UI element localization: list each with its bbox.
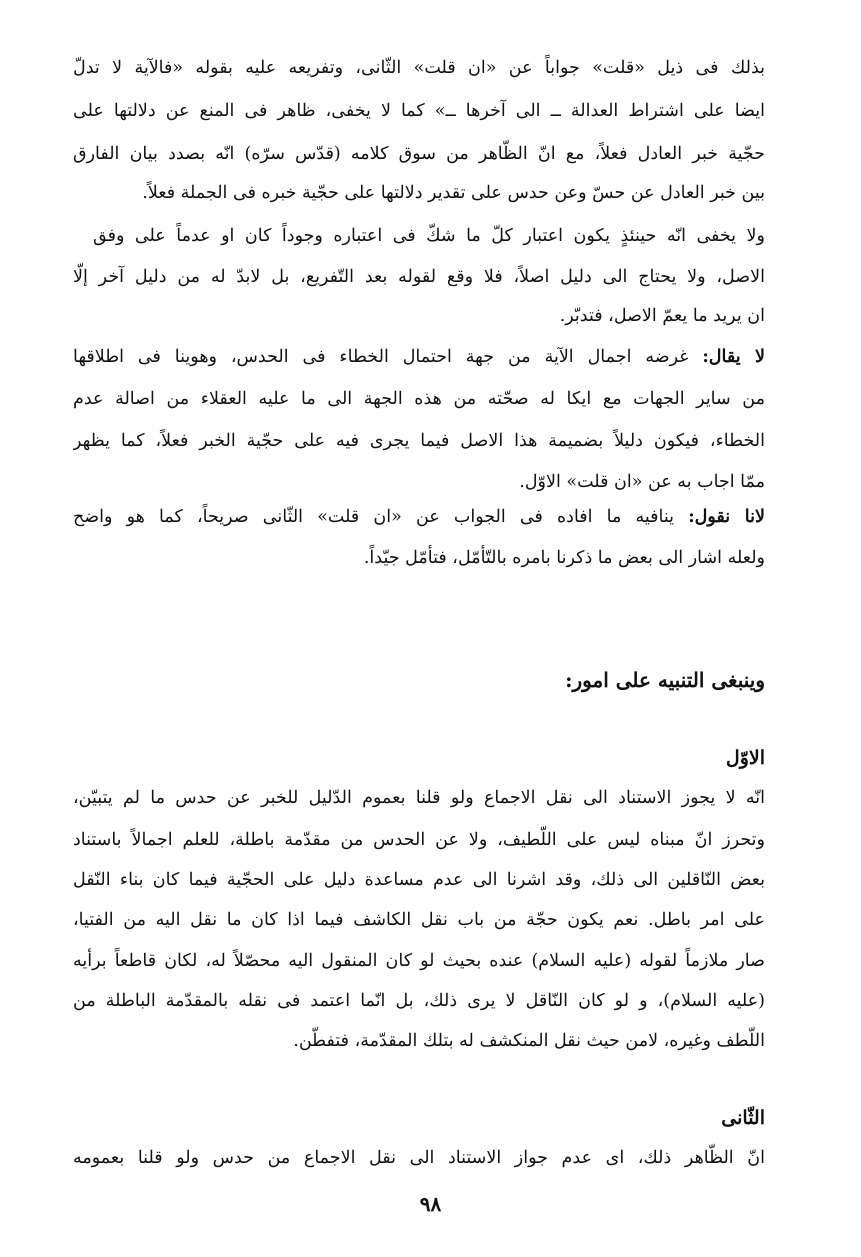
paragraph-text: غرضه اجمال الآية من جهة احتمال الخطاء فى الحدس، وهوينا فى اطلاقها [73, 347, 703, 367]
paragraph-line: انّه لا يجوز الاستناد الى نقل الاجماع ولو قلنا بعموم الدّليل للخبر عن حدس ما لم يتبيّن، [73, 788, 765, 808]
paragraph-line: من ساير الجهات مع ايكا له صحّته من هذه الجهة الى ما عليه العقلاء من اصالة عدم [73, 389, 765, 409]
subsection-title-first: الاوّل [725, 747, 765, 769]
paragraph-line: اللّطف وغيره، لامن حيث نقل المنكشف له بتلك المقدّمة، فتفطّن. [293, 1031, 765, 1051]
paragraph-line: الخطاء، فيكون دليلاً بضميمة هذا الاصل فيما يجرى فيه على حجّية الخبر فعلاً، كما يظهر [73, 431, 765, 451]
paragraph-line [73, 337, 765, 377]
paragraph-line: ولعله اشار الى بعض ما ذكرنا بامره بالتّأمّل، فتأمّل جيّداً. [363, 548, 765, 568]
paragraph-line: الاصل، ولا يحتاج الى دليل اصلاً، فلا وقع لقوله بعد التّفريع، بل لابدّ له من دليل آخر إلّا [73, 267, 765, 287]
paragraph-line: ممّا اجاب به عن «ان قلت» الاوّل. [519, 472, 765, 492]
paragraph-line: بين خبر العادل عن حسّ وعن حدس على تقدير دلالتها على حجّية خبره فى الجملة فعلاً. [142, 183, 765, 203]
paragraph-line: حجّية خبر العادل فعلاً، مع انّ الظّاهر من سوق كلامه (قدّس سرّه) انّه بصدد بيان الفارق [73, 144, 765, 164]
paragraph-line: ايضا على اشتراط العدالة ــ الى آخرها ــ» كما لا يخفى، ظاهر فى المنع عن دلالتها على [73, 101, 765, 121]
objection-lead: لا يقال: [702, 347, 765, 367]
subsection-title-second: الثّانى [721, 1107, 765, 1129]
paragraph-line: ان يريد ما يعمّ الاصل، فتدبّر. [559, 306, 765, 326]
paragraph-line: ولا يخفى انّه حينئذٍ يكون اعتبار كلّ ما شكّ فى اعتباره وجوداً كان او عدماً على وفق [93, 226, 765, 246]
paragraph-line [73, 497, 765, 537]
reply-lead: لانا نقول: [688, 507, 765, 527]
paragraph-line: (عليه السلام)، و لو كان النّاقل لا يرى ذلك، بل انّما اعتمد فى نقله بالمقدّمة الباطلة من [73, 991, 765, 1011]
section-heading: وينبغى التنبيه على امور: [565, 668, 765, 692]
paragraph-line: صار ملازماً لقوله (عليه السلام) عنده بحيث لو كان المنقول اليه محصّلاً له، لكان قاطعاً برأيه [73, 951, 765, 971]
paragraph-line: وتحرز انّ مبناه ليس على اللّطيف، ولا عن الحدس من مقدّمة باطلة، للعلم اجمالاً باستناد [73, 830, 765, 850]
page-number: ٩٨ [419, 1192, 442, 1216]
paragraph-line: على امر باطل. نعم يكون حجّة من باب نقل الكاشف فيما اذا كان ما نقل اليه من الفتيا، [73, 910, 765, 930]
paragraph-text: ينافيه ما افاده فى الجواب عن «ان قلت» الثّانى صريحاً، كما هو واضح [73, 507, 689, 527]
paragraph-line: انّ الظّاهر ذلك، اى عدم جواز الاستناد الى نقل الاجماع من حدس ولو قلنا بعمومه [73, 1148, 765, 1168]
paragraph-line: بعض النّاقلين الى ذلك، وقد اشرنا الى عدم مساعدة دليل على الحجّية فيما كان بناء النّقل [73, 870, 765, 890]
paragraph-line: بذلك فى ذيل «قلت» جواباً عن «ان قلت» الثّانى، وتفريعه عليه بقوله «فالآية لا تدلّ [73, 58, 765, 78]
